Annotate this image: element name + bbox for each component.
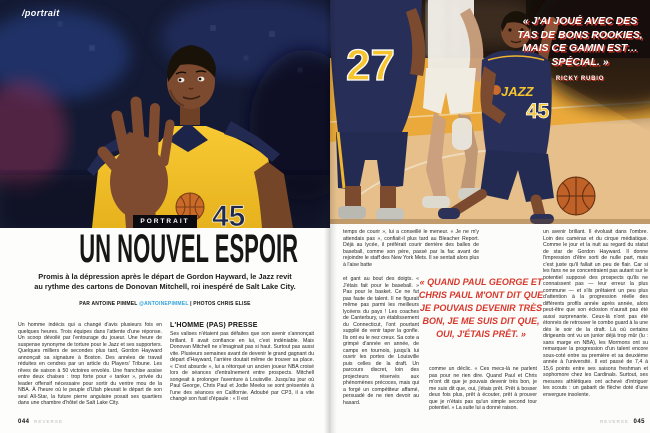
left-photo-illustration bbox=[0, 0, 330, 228]
defender-shorts bbox=[423, 68, 476, 114]
subhead: L'HOMME (PAS) PRESSÉ bbox=[170, 322, 258, 329]
intro-paragraph: temps de courir », lui a conseillé le meneur. « Je ne m'y attendais pas », confiait-il plus tard au Bleacher Report. Déjà au lycée, il préférait courir derrière des balles de baseball, comme son père, passé par la fac avant de rejoindre le staff des New York Mets. Il se sentait alors plus à l'aise batte bbox=[343, 229, 479, 268]
body-column-2 bbox=[170, 322, 314, 420]
jersey-number: 45 bbox=[212, 200, 246, 228]
body-column-2-text: Ses valises n'étaient pas défaites que son avenir s'annonçait brillant. Il avait confiance en lui, c'est indéniable. Mais Donovan Mitchell ne s'imaginait pas si haut. Surtout pas aussi vite. Plusieurs semaines avant de devenir le grand gagnant du départ d'Hayward, l'arrière doutait même de trouver sa place. « C'est absurde », lui a rétorqué un ancien joueur NBA croisé lors de séances d'entraînement entre prospects. Mitchell songeait à prolonger l'aventure à Louisville. Jusqu'au jour où Paul George, Chris Paul et Jodie Meeks se sont présentés à l'une des séances en Californie. Adoubé par CP3, il a vite changé son fusil d'épaule : « Il est bbox=[170, 331, 314, 402]
body-column-a: et gant au bout des doigts. « J'étais fait pour le baseball. » Pas pour le basket. Ce ne fut pas faute de talent. Il ne figurait même pas parmi les meilleurs lycéens du pays ! Les coaches de Canterbury, un établissement du Connecticut, l'ont pourtant supplié de venir taper la gonfle. Ils ont eu le nez creux. Sa cote a grimpé d'année en année, de camps en tournois, jusqu'à lui ouvrir les portes de Louisville puis celles de la draft. Un parcours discret, loin des projecteurs réservés aux phénomènes précoces, mais qui a forgé un compétiteur affamé, persuadé de ne rien devoir au hasard. bbox=[343, 276, 419, 406]
page-number-right: 045 bbox=[633, 419, 645, 425]
pull-quote-mid: « QUAND PAUL GEORGE ET CHRIS PAUL M'ONT DIT QUE JE POUVAIS DEVENIR TRÈS BON, JE ME SUIS DIT QUE, OUI, J'ÉTAIS PRÊT. » bbox=[418, 277, 544, 339]
magazine-brand-right: REVERSE bbox=[599, 419, 629, 424]
pull-quote-top bbox=[514, 15, 646, 87]
page-number-left: 044 bbox=[18, 419, 30, 425]
byline-photographer: | PHOTOS CHRIS ELISE bbox=[190, 301, 251, 307]
byline-author: PAR ANTOINE PIMMEL bbox=[79, 301, 138, 307]
body-column-b: comme un déclic. « Ces mecs-là ne parlent pas pour ne rien dire. Quand Paul et Chris m'ont dit que je pouvais devenir très bon, je me suis dit que, oui, j'étais prêt. Prêt à bosser deux fois plus, prêt à écouter, prêt à prouver que je n'étais pas qu'un simple second tour potentiel. » La suite lui a donné raison. bbox=[429, 366, 537, 411]
player-45-number: 45 bbox=[526, 100, 550, 123]
player-45-shoe bbox=[438, 208, 460, 219]
player-45-leg-right bbox=[536, 200, 540, 216]
pull-quote-top-author: RICKY RUBIO bbox=[555, 76, 605, 82]
player-45-wordmark: JAZZ bbox=[501, 84, 534, 99]
defender-knee-sleeve bbox=[452, 118, 472, 150]
headline: UN NOUVEL ESPOIR bbox=[79, 227, 299, 272]
pull-quote-top-text: « J'AI JOUÉ AVEC DES TAS DE BONS ROOKIES, MAIS CE GAMIN EST… SPÉCIAL. » bbox=[517, 15, 643, 68]
left-footer bbox=[18, 419, 66, 425]
magazine-brand-left: REVERSE bbox=[34, 419, 64, 424]
dek: Promis à la dépression après le départ de Gordon Hayward, le Jazz revit au rythme des cartons de Donovan Mitchell, roi inespéré de Salt Lake City. bbox=[34, 272, 296, 291]
byline-twitter-handle: @ANTOINEPIMMEL bbox=[139, 301, 189, 307]
kicker: /portrait bbox=[22, 8, 60, 18]
body-column-c: un avenir brillant. Il évoluait dans l'ombre. Loin des caméras et du cirque médiatique. Comme le jour et la nuit au regard du statut de star de Gordon Hayward. Il donne l'impression d'être sorti de nulle part, mais c'est juste qu'il fallait un peu de flair. Car si les fans ne se concentraient pas autant sur le potentiel supposé des prospects qu'ils ne connaissent pas — leur erreur la plus commune — et s'ils prêtaient un peu plus d'attention à la progression réelle des différents profils année après année, alors peut-être que son éclosion n'aurait pas été aussi surprenante. Ceux-là n'ont pas été étonnés de retrouver le combo guard à la une dès le soir de la draft. Là où certains dirigeants ont vu un junior déjà trop mûr (lu : sans marge en NBA), les Mormons ont su remarquer la progression d'un talent encore sous-coté entre sa première et sa deuxième année à l'université. Il est passé de 7,4 à 15,6 points entre ses saisons freshman et sophomore chez les Cardinals. Surtout, ses mesures athlétiques ont achevé d'intriguer les scouts : un gabarit de flèche doté d'une envergure insolente. bbox=[543, 229, 648, 398]
right-photo bbox=[330, 0, 650, 224]
left-page-columns bbox=[18, 322, 314, 420]
right-footer bbox=[597, 419, 645, 425]
court-edge-shadow bbox=[330, 219, 650, 224]
basketball bbox=[557, 177, 595, 215]
defender-shoe bbox=[422, 196, 450, 208]
body-column-1: Un homme indécis qui a changé d'avis plusieurs fois en quelques heures. Trois équipes dans l'attente d'une réponse. Un scoop dévoilé par l'entourage du joueur. Une heure de suspense synonyme de torture pour le Jazz et ses supporters. Quelques milliers de secondes plus tard, Gordon Hayward annonçait sa signature à Boston. Des années de travail réduites en cendres par un article du Players' Tribune. Les rêves de saison à 50 victoires envolés. Une franchise assise entre deux chaises : trop forte pour « tanker », privée du leader offensif nécessaire pour sortir du ventre mou de la NBA. À l'heure où le peuple d'Utah pleurait le départ de son seul All-Star, la future pierre angulaire posait ses quartiers dans une chambre d'hôtel de Salt Lake City. bbox=[18, 322, 162, 406]
byline bbox=[0, 301, 330, 307]
player-27-number: 27 bbox=[346, 41, 395, 90]
section-tab: PORTRAIT bbox=[133, 215, 197, 228]
left-photo bbox=[0, 0, 330, 228]
right-page bbox=[330, 0, 650, 433]
